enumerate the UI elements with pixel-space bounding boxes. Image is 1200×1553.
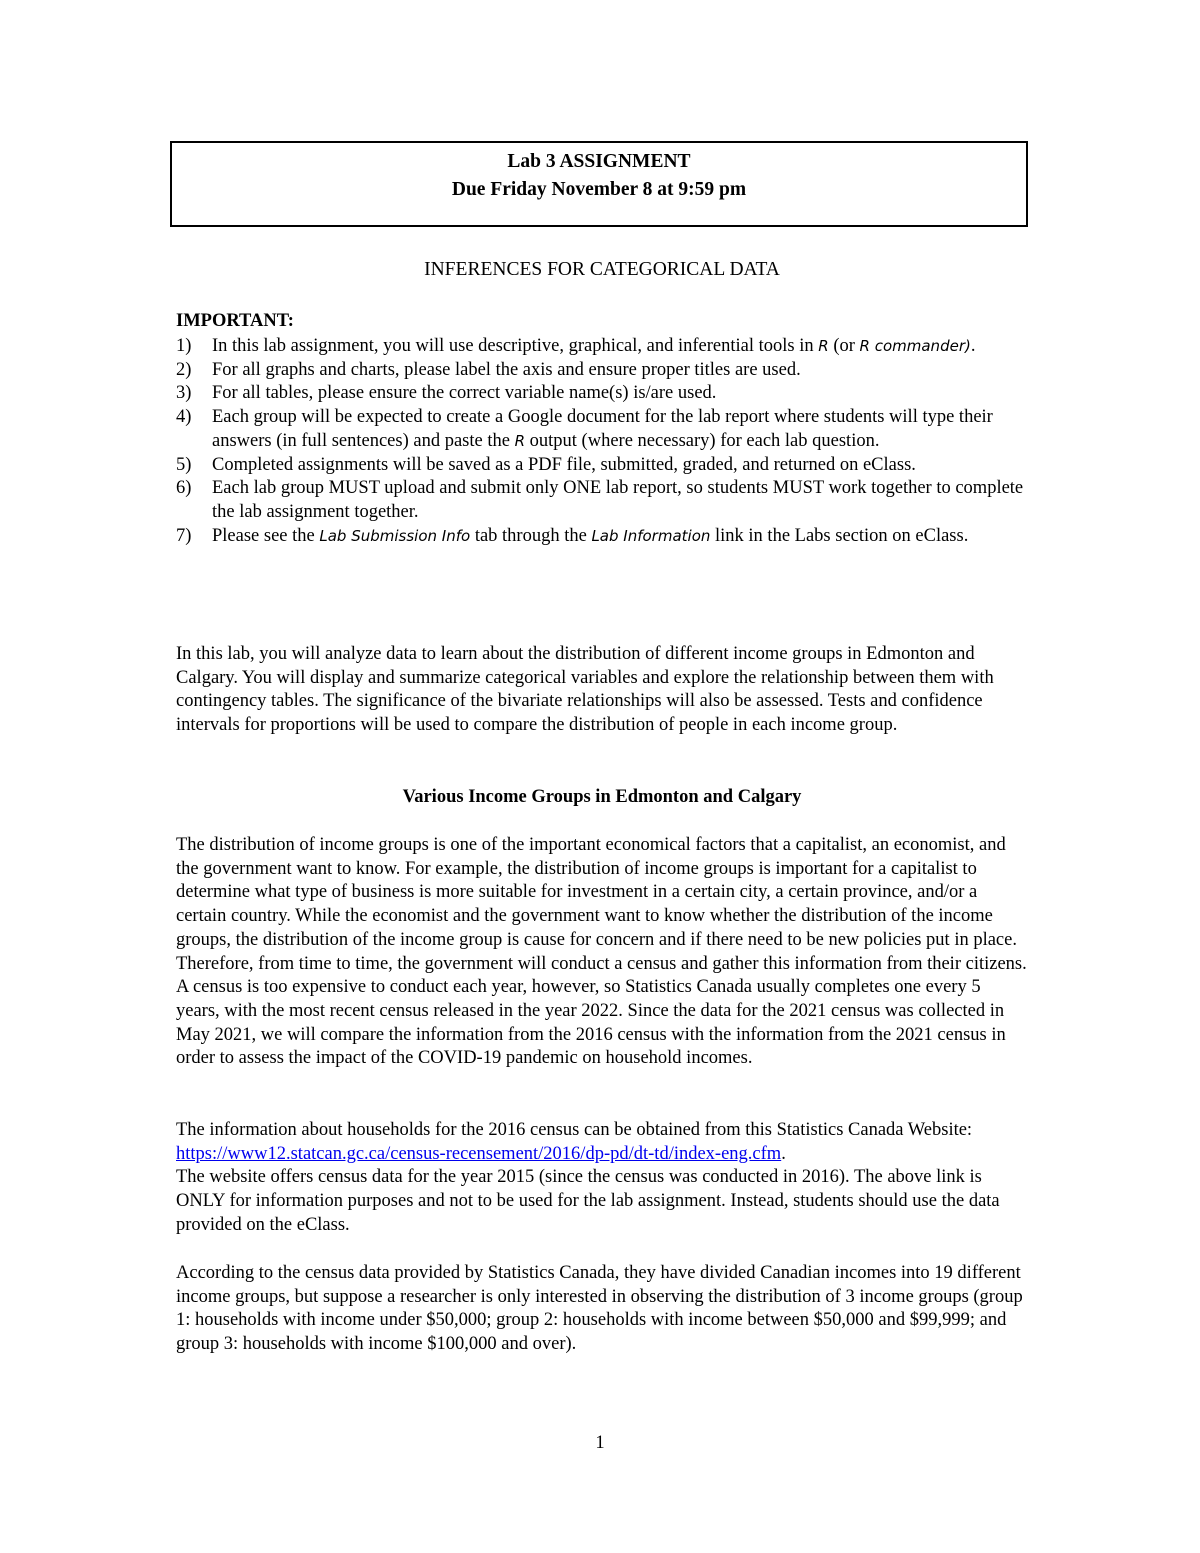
- list-item-number: 2): [176, 359, 192, 380]
- list-item: [176, 525, 1028, 549]
- list-item-number: 5): [176, 454, 192, 475]
- list-item-text: For all tables, please ensure the correct variable name(s) is/are used.: [212, 383, 717, 404]
- list-item-text: output (where necessary) for each lab question.: [525, 430, 880, 451]
- census-info-paragraph: [176, 1119, 1028, 1238]
- list-item-text: (or: [828, 336, 860, 356]
- distribution-paragraph: The distribution of income groups is one of the important economical factors that a capitalist, an economist, and the government want to know. For example, the distribution of income groups is important for a capitalist to determine what type of business is more suitable for investment in a certain city, a certain province, and/or a certain country. While the economist and the government want to know whether the distribution of the income groups, the distribution of the income group is cause for concern and if there need to be new policies put in place. Therefore, from time to time, the government will conduct a census and gather this information from their citizens. A census is too expensive to conduct each year, however, so Statistics Canada usually completes one every 5 years, with the most recent census released in the year 2022. Since the data for the 2021 census was collected in May 2021, we will compare the information from the 2016 census with the information from the 2021 census in order to assess the impact of the COVID-19 pandemic on household incomes.: [176, 835, 1027, 1069]
- due-date: Due Friday November 8 at 9:59 pm: [451, 179, 747, 200]
- list-item-number: 7): [176, 525, 192, 546]
- assignment-title: Lab 3 ASSIGNMENT: [507, 151, 691, 172]
- lab-submission-info-tab: Lab Submission Info: [319, 526, 471, 545]
- document-title: INFERENCES FOR CATEGORICAL DATA: [424, 259, 780, 280]
- section-heading: Various Income Groups in Edmonton and Calgary: [402, 787, 802, 807]
- list-item-number: 4): [176, 407, 192, 428]
- statcan-census-link[interactable]: https://www12.statcan.gc.ca/census-recensement/2016/dp-pd/dt-td/index-eng.cfm: [176, 1143, 782, 1164]
- r-software-name: R: [514, 431, 526, 450]
- requirements-list: [176, 335, 1028, 548]
- lab-information-link: Lab Information: [591, 526, 711, 545]
- r-software-name: R: [818, 337, 829, 355]
- r-commander-name: R commander): [859, 337, 971, 355]
- list-item-text: link in the Labs section on eClass.: [710, 525, 969, 546]
- list-item-number: 6): [176, 478, 192, 499]
- list-item-text: Please see the: [212, 525, 320, 546]
- list-item-text: For all graphs and charts, please label the axis and ensure proper titles are used.: [212, 359, 801, 380]
- list-item-number: 3): [176, 383, 192, 404]
- assignment-header-box: [170, 141, 1028, 227]
- list-item: [176, 359, 1028, 383]
- important-label: IMPORTANT:: [176, 311, 294, 331]
- list-item-text: Completed assignments will be saved as a PDF file, submitted, graded, and returned on eClass.: [212, 454, 916, 475]
- census-info-text: The information about households for the 2016 census can be obtained from this Statistics Canada Website:: [176, 1120, 973, 1140]
- page-number: 1: [595, 1433, 605, 1453]
- list-item: [176, 477, 1028, 524]
- list-item-text: Each lab group MUST upload and submit only ONE lab report, so students MUST work together to complete the lab assignment together.: [212, 478, 1024, 522]
- list-item-text: Each group will be expected to create a Google document for the lab report where students will type their answers (in full sentences) and paste the: [212, 407, 993, 451]
- list-item-number: 1): [176, 336, 192, 356]
- income-groups-paragraph: According to the census data provided by Statistics Canada, they have divided Canadian incomes into 19 different income groups, but suppose a researcher is only interested in observing the distribution of 3 income groups (group 1: households with income under $50,000; group 2: households with income between $50,000 and $99,999; and group 3: households with income $100,000 and over).: [176, 1263, 1023, 1355]
- list-item: [176, 454, 1028, 478]
- list-item-text: In this lab assignment, you will use descriptive, graphical, and inferential tools in: [212, 336, 819, 356]
- census-info-text: The website offers census data for the year 2015 (since the census was conducted in 2016). The above link is ONLY for information purposes and not to be used for the lab assignment. Instead, students should use the data provided on the eClass.: [176, 1167, 1000, 1235]
- list-item-text: .: [970, 336, 976, 356]
- intro-paragraph: In this lab, you will analyze data to learn about the distribution of different income groups in Edmonton and Calgary. You will display and summarize categorical variables and explore the relationship between them with contingency tables. The significance of the bivariate relationships will also be assessed. Tests and confidence intervals for proportions will be used to compare the distribution of people in each income group.: [176, 644, 994, 736]
- list-item-text: tab through the: [470, 525, 592, 546]
- list-item: [176, 335, 1028, 359]
- census-info-text: .: [781, 1143, 786, 1164]
- list-item: [176, 406, 1028, 453]
- list-item: [176, 382, 1028, 406]
